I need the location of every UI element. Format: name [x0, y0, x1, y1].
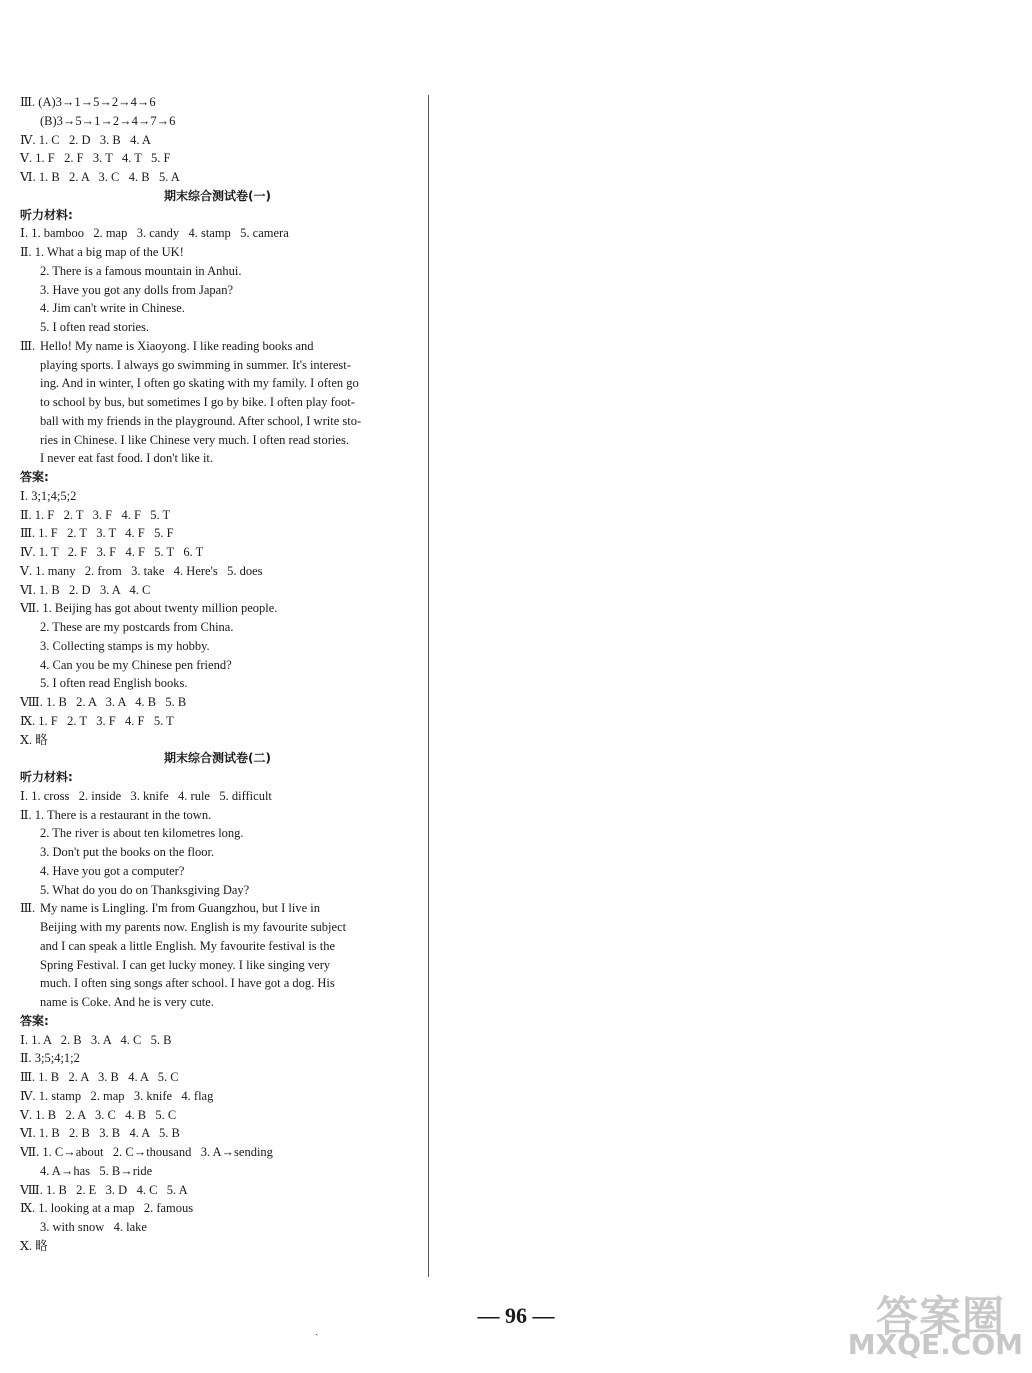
stray-mark: ˎ — [315, 1325, 319, 1336]
answer-line: Ⅳ. 1. T 2. F 3. F 4. F 5. T 6. T — [20, 545, 204, 559]
answer-line: Ⅸ. 1. looking at a map 2. famous — [20, 1201, 194, 1216]
answer-line: 2. The river is about ten kilometres long. — [40, 826, 244, 841]
section-title: 期末综合测试卷(一) — [164, 188, 271, 203]
answer-line: (B)3→5→1→2→4→7→6 — [40, 113, 176, 128]
answer-line: Ⅹ. 略 — [20, 732, 48, 747]
answer-line: Ⅰ. 3;1;4;5;2 — [20, 488, 77, 503]
passage-text: My name is Lingling. I'm from Guangzhou, but I live in Beijing with my parents now. English is my favourite subject and I can speak a little English. My favourite festival is the Spring Festival. I can get lucky money. I like singing very much. I often sing songs after school. I have got a dog. His name is Coke. And he is very cute. — [40, 901, 347, 1009]
section-number: Ⅲ. — [20, 338, 36, 353]
answer-line: Ⅰ. 1. A 2. B 3. A 4. C 5. B — [20, 1032, 172, 1047]
answer-line: Ⅷ. 1. B 2. A 3. A 4. B 5. B — [20, 695, 187, 709]
answer-line: 3. with snow 4. lake — [40, 1220, 147, 1234]
answer-line: Ⅲ. 1. B 2. A 3. B 4. A 5. C — [20, 1070, 179, 1084]
answer-column — [20, 93, 415, 1256]
answer-line: Ⅱ. 1. What a big map of the UK! — [20, 245, 184, 259]
subsection-label: 听力材料: — [20, 207, 73, 222]
answer-line: Ⅱ. 1. There is a restaurant in the town. — [20, 807, 212, 822]
watermark-logo — [838, 1284, 1023, 1364]
answer-line: Ⅰ. 1. cross 2. inside 3. knife 4. rule 5. difficult — [20, 788, 272, 803]
answer-line: 2. There is a famous mountain in Anhui. — [40, 263, 242, 278]
answer-line: Ⅴ. 1. F 2. F 3. T 4. T 5. F — [20, 151, 171, 166]
answer-line: Ⅸ. 1. F 2. T 3. F 4. F 5. T — [20, 713, 174, 728]
answer-line: 4. Can you be my Chinese pen friend? — [40, 657, 232, 672]
answer-line: Ⅴ. 1. many 2. from 3. take 4. Here's 5. does — [20, 563, 263, 578]
section-title: 期末综合测试卷(二) — [164, 751, 271, 766]
answer-line: Ⅲ. (A)3→1→5→2→4→6 — [20, 95, 156, 109]
answer-line: Ⅱ. 1. F 2. T 3. F 4. F 5. T — [20, 507, 171, 522]
answer-line: Ⅳ. 1. stamp 2. map 3. knife 4. flag — [20, 1088, 214, 1103]
answer-line: 4. Jim can't write in Chinese. — [40, 301, 185, 316]
watermark-text-url: MXQE.COM — [847, 1328, 1023, 1361]
answer-line: Ⅱ. 3;5;4;1;2 — [20, 1051, 80, 1066]
passage-text: Hello! My name is Xiaoyong. I like reading books and playing sports. I always go swimming in summer. It's interest- ing. And in winter, I often go skating with my family. I often go to school by bus, but sometimes I go by bike. I often play foot- ball with my friends in the playground. After school, I write sto- ries in Chinese. I like Chinese very much. I often read stories. I never eat fast food. I don't like it. — [40, 338, 362, 466]
answer-line: 3. Collecting stamps is my hobby. — [40, 638, 210, 653]
section-number: Ⅲ. — [20, 901, 36, 916]
page-number: — 96 — — [477, 1303, 555, 1328]
answer-line: Ⅳ. 1. C 2. D 3. B 4. A — [20, 132, 151, 147]
answer-line: Ⅶ. 1. Beijing has got about twenty million people. — [20, 601, 278, 616]
answer-line: Ⅶ. 1. C→about 2. C→thousand 3. A→sending — [20, 1145, 273, 1159]
answer-line: 5. I often read stories. — [40, 320, 149, 334]
answer-line: 5. I often read English books. — [40, 676, 188, 691]
answer-line: 3. Don't put the books on the floor. — [40, 845, 215, 859]
answer-line: 2. These are my postcards from China. — [40, 620, 234, 634]
subsection-label: 听力材料: — [20, 770, 73, 784]
answer-line: 3. Have you got any dolls from Japan? — [40, 282, 234, 297]
listening-passage — [20, 337, 415, 468]
answer-line: 4. Have you got a computer? — [40, 863, 185, 878]
answer-line: Ⅹ. 略 — [20, 1238, 48, 1253]
answer-line: 4. A→has 5. B→ride — [40, 1163, 153, 1178]
column-divider — [428, 95, 429, 1277]
answer-line: Ⅴ. 1. B 2. A 3. C 4. B 5. C — [20, 1107, 177, 1122]
answer-line: Ⅲ. 1. F 2. T 3. T 4. F 5. F — [20, 526, 174, 541]
watermark-text-cn: 答案圈 — [875, 1292, 1005, 1341]
subsection-label: 答案: — [20, 1013, 49, 1028]
answer-line: Ⅵ. 1. B 2. A 3. C 4. B 5. A — [20, 170, 180, 184]
answer-line: Ⅷ. 1. B 2. E 3. D 4. C 5. A — [20, 1182, 188, 1197]
answer-line: 5. What do you do on Thanksgiving Day? — [40, 882, 250, 897]
subsection-label: 答案: — [20, 470, 49, 484]
listening-passage — [20, 899, 415, 1012]
answer-line: Ⅰ. 1. bamboo 2. map 3. candy 4. stamp 5. camera — [20, 226, 289, 241]
answer-line: Ⅵ. 1. B 2. B 3. B 4. A 5. B — [20, 1126, 180, 1141]
answer-line: Ⅵ. 1. B 2. D 3. A 4. C — [20, 582, 151, 597]
